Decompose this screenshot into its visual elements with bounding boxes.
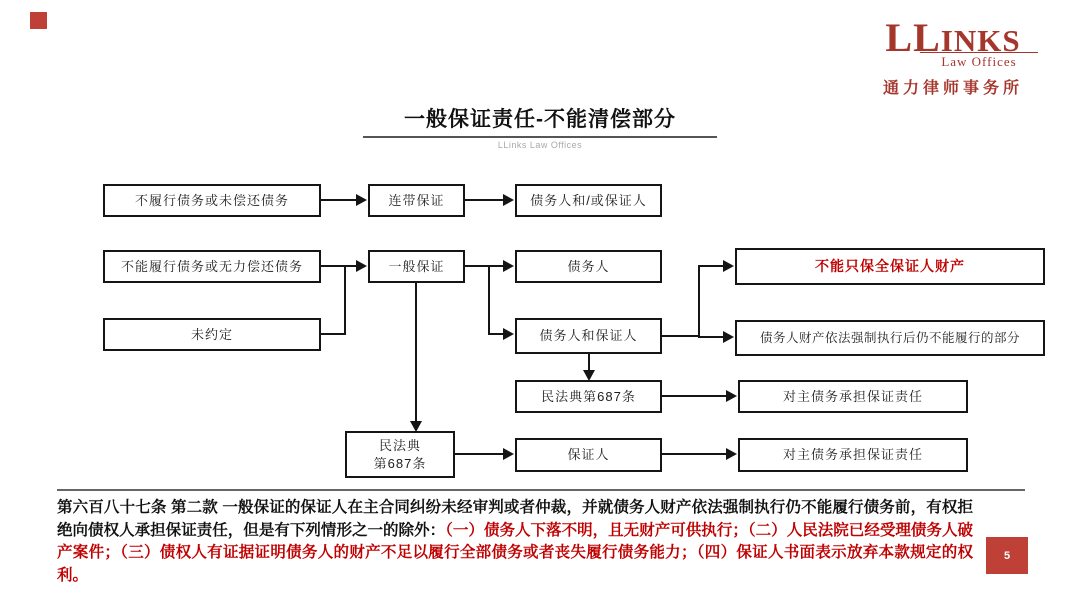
node-debtor-and-guarantor: 债务人和保证人 <box>515 318 662 354</box>
connector-line <box>415 283 417 422</box>
node-unable-to-perform-debt: 不能履行债务或无力偿还债务 <box>103 250 321 283</box>
node-debtor-andor-guarantor: 债务人和/或保证人 <box>515 184 662 217</box>
arrowhead-right <box>726 390 737 402</box>
node-civil-code-687-lower <box>345 431 455 478</box>
arrowhead-down <box>410 421 422 432</box>
arrowhead-right <box>356 260 367 272</box>
connector-line <box>321 265 357 267</box>
arrowhead-down <box>583 370 595 381</box>
node-guarantor: 保证人 <box>515 438 662 472</box>
node-bear-guarantee-liability-upper: 对主债务承担保证责任 <box>738 380 968 413</box>
connector-line <box>662 335 700 337</box>
node-not-agreed: 未约定 <box>103 318 321 351</box>
page-number-badge <box>986 537 1028 574</box>
connector-line <box>488 266 490 335</box>
connector-line <box>321 199 357 201</box>
node-civil-code-687-line1: 民法典 <box>378 437 421 453</box>
llinks-logo <box>868 15 1038 98</box>
connector-line <box>321 333 346 335</box>
connector-line <box>662 453 727 455</box>
arrowhead-right <box>726 448 737 460</box>
connector-line <box>662 395 727 397</box>
logo-wordmark <box>868 15 1038 60</box>
node-civil-code-687-upper: 民法典第687条 <box>515 380 662 413</box>
connector-line <box>455 453 504 455</box>
node-bear-guarantee-liability-lower: 对主债务承担保证责任 <box>738 438 968 472</box>
logo-wordmark-ll: LL <box>885 15 941 60</box>
connector-line <box>698 265 725 267</box>
logo-wordmark-inks: INKS <box>940 23 1021 58</box>
page-title: 一般保证责任-不能清偿部分 <box>404 108 676 131</box>
legal-article-text-red: （一）债务人下落不明，且无财产可供执行；（二）人民法院已经受理债务人破产案件；（三）债权人有证据证明债务人的财产不足以履行全部债务或者丧失履行债务能力；（四）保证人书面表示放弃本款规定的权利。 <box>57 521 973 584</box>
arrowhead-right <box>356 194 367 206</box>
arrowhead-right <box>503 260 514 272</box>
node-civil-code-687-line2: 第687条 <box>373 455 427 471</box>
arrowhead-right <box>723 331 734 343</box>
logo-law-offices: Law Offices <box>920 52 1038 70</box>
connector-line <box>465 199 504 201</box>
node-joint-guarantee: 连带保证 <box>368 184 465 217</box>
node-cannot-only-preserve-guarantor-property: 不能只保全保证人财产 <box>735 248 1045 285</box>
red-square-decoration <box>30 12 47 29</box>
arrowhead-right <box>503 448 514 460</box>
arrowhead-right <box>503 194 514 206</box>
arrowhead-right <box>503 328 514 340</box>
page-number: 5 <box>1003 549 1011 562</box>
node-general-guarantee: 一般保证 <box>368 250 465 283</box>
node-portion-still-unperformed-after-enforcement: 债务人财产依法强制执行后仍不能履行的部分 <box>735 320 1045 356</box>
connector-line <box>698 336 725 338</box>
title-underline <box>363 136 717 138</box>
legal-article-text-black: 第六百八十七条 第二款 一般保证的保证人在主合同纠纷未经审判或者仲裁，并就债务人财产依法强制执行仍不能履行债务前，有权拒绝向债权人承担保证责任，但是有下列情形之一的除外： <box>57 499 973 539</box>
arrowhead-right <box>723 260 734 272</box>
legal-article-text <box>57 497 973 587</box>
logo-chinese-name: 通力律师事务所 <box>882 80 1023 97</box>
connector-line <box>465 265 504 267</box>
connector-line <box>698 266 700 337</box>
node-debtor: 债务人 <box>515 250 662 283</box>
page-subtitle: LLinks Law Offices <box>497 140 583 150</box>
footer-divider <box>57 489 1025 491</box>
connector-line <box>488 333 504 335</box>
node-not-performing-debt: 不履行债务或未偿还债务 <box>103 184 321 217</box>
connector-line <box>344 266 346 335</box>
